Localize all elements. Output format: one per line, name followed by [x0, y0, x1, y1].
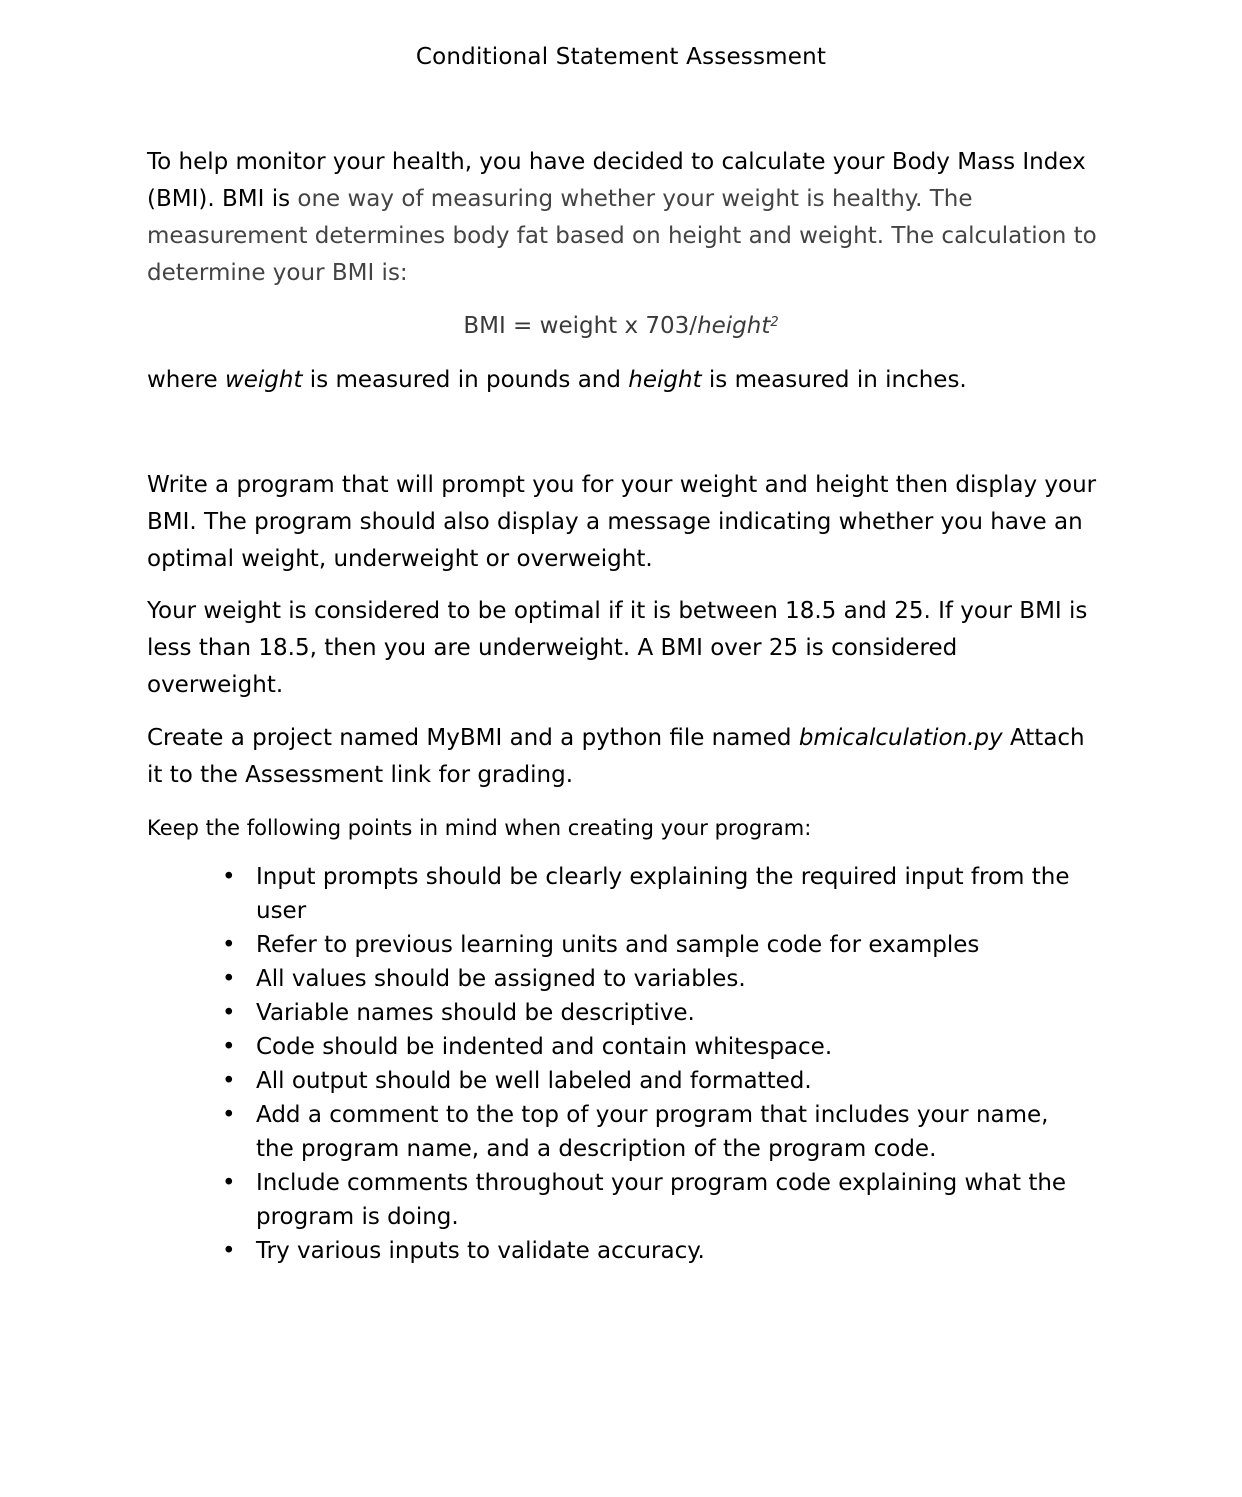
intro-paragraph — [147, 144, 1097, 292]
intro-text-part1: To help monitor your health, you have decided to calculate your Body Mass Index (BMI). BMI is — [147, 149, 1086, 212]
list-item-text: Code should be indented and contain whitespace. — [256, 1034, 833, 1060]
list-item-text: Variable names should be descriptive. — [256, 1000, 695, 1026]
bullet-icon: • — [222, 1238, 236, 1264]
bullet-icon: • — [222, 1000, 236, 1026]
write-program-paragraph: Write a program that will prompt you for your weight and height then display your BMI. The program should also display a message indicating whether you have an optimal weight, underweight or overweight. — [147, 472, 1097, 572]
units-text: where — [147, 367, 225, 393]
bullet-icon: • — [222, 1102, 236, 1128]
requirements-list — [220, 860, 1080, 1268]
units-height-term: height — [628, 367, 702, 393]
list-item-text: All output should be well labeled and formatted. — [256, 1068, 812, 1094]
project-paragraph — [147, 720, 1097, 794]
bullet-icon: • — [222, 932, 236, 958]
formula-exponent: 2 — [770, 315, 779, 330]
list-item-text: All values should be assigned to variables. — [256, 966, 746, 992]
list-item-text: Add a comment to the top of your program that includes your name, the program name, and a description of the program code. — [256, 1102, 1049, 1162]
list-item-text: Include comments throughout your program code explaining what the program is doing. — [256, 1170, 1067, 1230]
list-item — [220, 962, 1080, 996]
project-filename: bmicalculation.py — [798, 725, 1003, 751]
units-text: is measured in inches. — [701, 367, 967, 393]
units-paragraph — [147, 362, 1097, 399]
project-text: Create a project named MyBMI and a python file named — [147, 725, 799, 751]
formula-base: BMI = weight x 703/ — [463, 313, 698, 339]
list-item — [220, 1166, 1080, 1234]
weight-rules-paragraph: Your weight is considered to be optimal if it is between 18.5 and 25. If your BMI is less than 18.5, then you are underweight. A BMI over 25 is considered overweight. — [147, 598, 1088, 698]
list-item — [220, 1030, 1080, 1064]
list-item — [220, 1064, 1080, 1098]
list-item — [220, 1098, 1080, 1166]
bullet-icon: • — [222, 1170, 236, 1196]
list-item-text: Refer to previous learning units and sample code for examples — [256, 932, 980, 958]
bullet-icon: • — [222, 864, 236, 890]
units-text: is measured in pounds and — [302, 367, 629, 393]
intro-text-part2: one way of measuring whether your weight is healthy. The measurement determines body fat based on height and weight. The calculation to determine your BMI is: — [147, 186, 1097, 286]
list-item-text: Try various inputs to validate accuracy. — [256, 1238, 705, 1264]
formula-denominator: height — [697, 313, 771, 339]
project-text: Attach it to the Assessment link for grading. — [147, 725, 1085, 788]
document-title: Conditional Statement Assessment — [415, 44, 827, 70]
list-item-text: Input prompts should be clearly explaining the required input from the user — [256, 864, 1070, 924]
bullet-icon: • — [222, 1034, 236, 1060]
list-item — [220, 1234, 1080, 1268]
list-item — [220, 860, 1080, 928]
keep-points-paragraph: Keep the following points in mind when creating your program: — [147, 816, 812, 840]
list-item — [220, 928, 1080, 962]
bullet-icon: • — [222, 966, 236, 992]
units-weight-term: weight — [224, 367, 303, 393]
list-item — [220, 996, 1080, 1030]
bmi-formula — [0, 308, 1242, 345]
bullet-icon: • — [222, 1068, 236, 1094]
